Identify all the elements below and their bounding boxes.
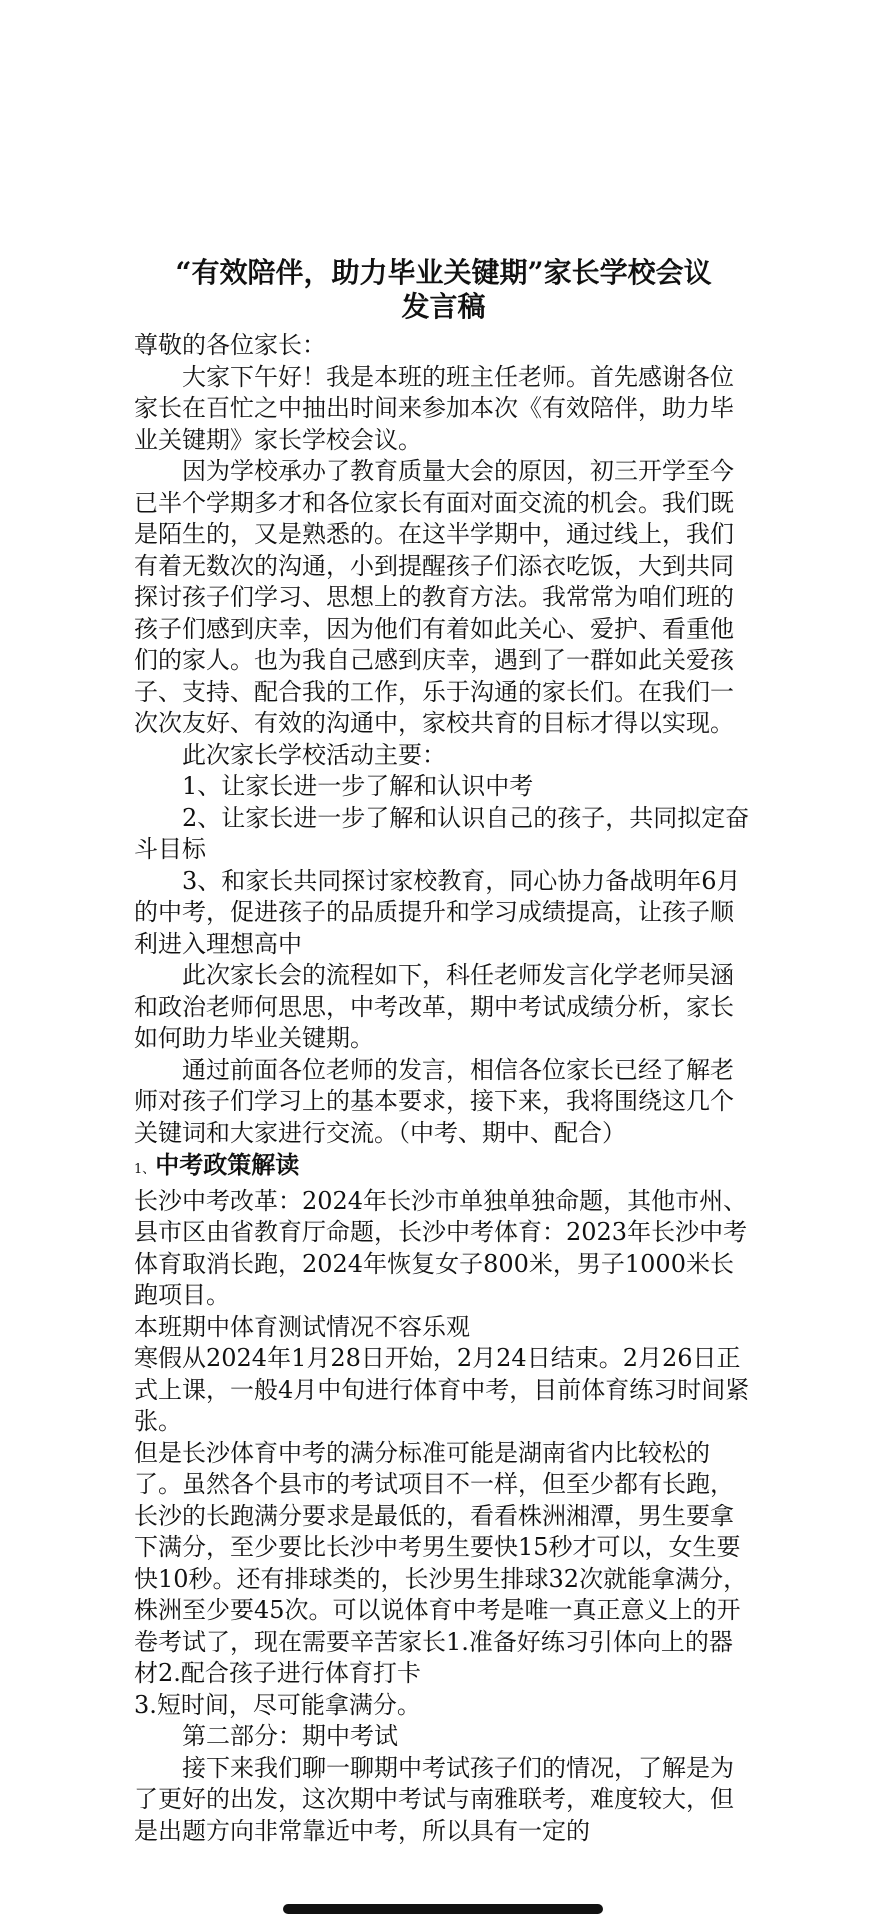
salutation: 尊敬的各位家长： — [134, 331, 326, 359]
paragraph-background: 因为学校承办了教育质量大会的原因，初三开学至今已半个学期多才和各位家长有面对面交流的机会。我们既是陌生的，又是熟悉的。在这半学期中，通过线上，我们有着无数次的沟通，小到提醒孩子们添衣吃饭，大到共同探讨孩子们学习、思想上的教育方法。我常常为咱们班的孩子们感到庆幸，因为他们有着如此关心、爱护、看重他们的家人。也为我自己感到庆幸，遇到了一群如此关爱孩子、支持、配合我的工作，乐于沟通的家长们。在我们一次次友好、有效的沟通中，家校共育的目标才得以实现。 — [134, 457, 734, 737]
paragraph-activity-intro: 此次家长学校活动主要： — [182, 740, 446, 769]
title-line-2: 发言稿 — [401, 290, 486, 323]
home-indicator[interactable] — [283, 1904, 603, 1914]
paragraph-full-score: 3.短时间，尽可能拿满分。 — [134, 1690, 421, 1719]
document-title — [120, 256, 767, 324]
paragraph-winter-break: 寒假从2024年1月28日开始，2月24日结束。2月26日正式上课，一般4月中旬进行体育中考，目前体育练习时间紧张。 — [134, 1344, 750, 1435]
title-line-1: “有效陪伴，助力毕业关键期”家长学校会议 — [175, 256, 712, 289]
paragraph-transition: 通过前面各位老师的发言，相信各位家长已经了解老师对孩子们学习上的基本要求，接下来，我将围绕这几个关键词和大家进行交流。（中考、期中、配合） — [134, 1055, 734, 1147]
paragraph-agenda: 此次家长会的流程如下，科任老师发言化学老师吴涵和政治老师何思思，中考改革，期中考试成绩分析，家长如何助力毕业关键期。 — [134, 961, 734, 1052]
list-item-goal-3: 3、和家长共同探讨家校教育，同心协力备战明年6月的中考，促进孩子的品质提升和学习成绩提高，让孩子顺利进入理想高中 — [134, 866, 741, 958]
list-item-goal-2: 2、让家长进一步了解和认识自己的孩子，共同拟定奋斗目标 — [134, 803, 750, 863]
section-heading-midterm: 第二部分：期中考试 — [182, 1722, 398, 1750]
section-number: 1、 — [134, 1162, 156, 1177]
section-heading-text: 中考政策解读 — [155, 1150, 300, 1179]
list-item-goal-1: 1、让家长进一步了解和认识中考 — [182, 772, 534, 800]
paragraph-reform: 长沙中考改革：2024年长沙市单独单独命题，其他市州、县市区由省教育厅命题，长沙中考体育：2023年长沙中考体育取消长跑，2024年恢复女子800米，男子1000米长跑项目。 — [134, 1186, 748, 1309]
paragraph-pe-status: 本班期中体育测试情况不容乐观 — [134, 1312, 470, 1341]
paragraph-pe-standard: 但是长沙体育中考的满分标准可能是湖南省内比较松的了。虽然各个县市的考试项目不一样，但至少都有长跑，长沙的长跑满分要求是最低的，看看株洲湘潭，男生要拿下满分，至少要比长沙中考男生要快15秒才可以，女生要快10秒。还有排球类的，长沙男生排球32次就能拿满分，株洲至少要45次。可以说体育中考是唯一真正意义上的开卷考试了，现在需要辛苦家长1.准备好练习引体向上的器材2.配合孩子进行体育打卡 — [134, 1438, 748, 1687]
paragraph-greeting: 大家下午好！我是本班的班主任老师。首先感谢各位家长在百忙之中抽出时间来参加本次《有效陪伴，助力毕业关键期》家长学校会议。 — [134, 362, 734, 454]
paragraph-midterm: 接下来我们聊一聊期中考试孩子们的情况，了解是为了更好的出发，这次期中考试与南雅联考，难度较大，但是出题方向非常靠近中考，所以具有一定的 — [134, 1753, 734, 1845]
document-body — [134, 330, 752, 1847]
section-heading-policy — [134, 1149, 752, 1186]
